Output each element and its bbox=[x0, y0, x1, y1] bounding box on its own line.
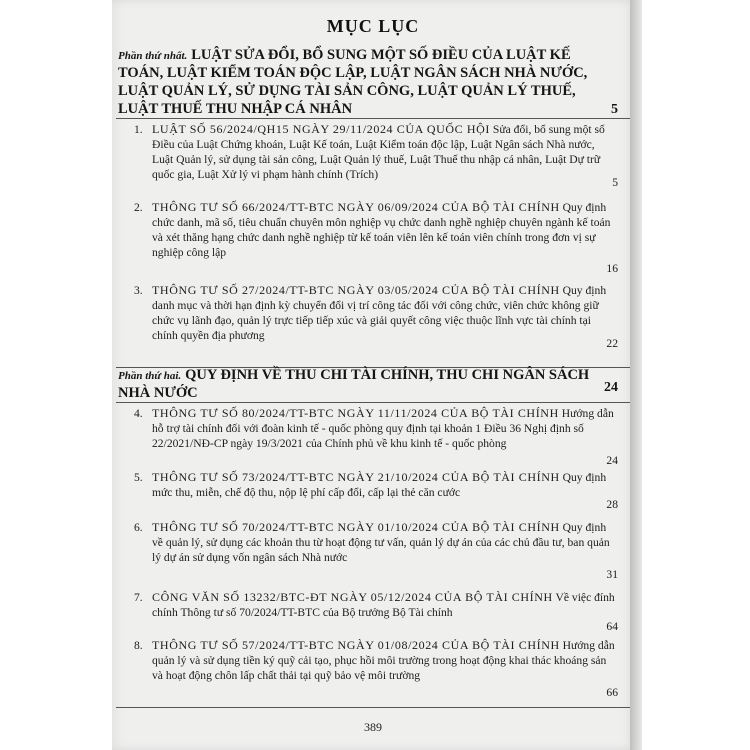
entry-heading: THÔNG TƯ SỐ 73/2024/TT-BTC NGÀY 21/10/2024 CỦA BỘ TÀI CHÍNH bbox=[152, 470, 560, 484]
toc-entry-2[interactable] bbox=[134, 200, 618, 276]
entry-number: 8. bbox=[134, 639, 143, 652]
toc-entry-7[interactable] bbox=[134, 590, 618, 634]
toc-entry-5[interactable] bbox=[134, 470, 618, 512]
book-page bbox=[112, 0, 634, 750]
entry-heading: THÔNG TƯ SỐ 66/2024/TT-BTC NGÀY 06/09/2024 CỦA BỘ TÀI CHÍNH bbox=[152, 200, 560, 214]
entry-heading: THÔNG TƯ SỐ 27/2024/TT-BTC NGÀY 03/05/2024 CỦA BỘ TÀI CHÍNH bbox=[152, 283, 560, 297]
entry-page: 16 bbox=[606, 262, 618, 275]
part-one-title: LUẬT SỬA ĐỔI, BỔ SUNG MỘT SỐ ĐIỀU CỦA LUẬT KẾ TOÁN, LUẬT KIỂM TOÁN ĐỘC LẬP, LUẬT NGÂN SÁCH NHÀ NƯỚC, LUẬT QUẢN LÝ, SỬ DỤNG TÀI SẢN CÔNG, LUẬT QUẢN LÝ THUẾ, LUẬT THUẾ THU NHẬP CÁ NHÂN bbox=[118, 47, 588, 117]
entry-body: Sửa đổi, bổ sung một số Điều của Luật Chứng khoán, Luật Kế toán, Luật Kiểm toán độc lập, Luật Ngân sách Nhà nước, Luật Quản lý, sử dụng tài sản công, Luật Quản lý thuế, Luật Thuế thu nhập cá nhân, Luật Dự trữ quốc gia, Luật Xử lý vi phạm hành chính (Trích) bbox=[152, 123, 605, 181]
toc-entry-8[interactable] bbox=[134, 638, 618, 700]
page-number: 389 bbox=[364, 720, 382, 734]
entry-page: 64 bbox=[606, 620, 618, 633]
entry-heading: THÔNG TƯ SỐ 80/2024/TT-BTC NGÀY 11/11/2024 CỦA BỘ TÀI CHÍNH bbox=[152, 406, 559, 420]
part-one-label: Phần thứ nhất. bbox=[118, 50, 188, 62]
entry-body: Hướng dẫn quản lý và sử dụng tiền ký quỹ cải tạo, phục hồi môi trường trong hoạt động khai thác khoáng sản và hoạt động chôn lấp chất thải tại quỹ bảo vệ môi trường bbox=[152, 639, 615, 682]
entry-number: 2. bbox=[134, 201, 143, 214]
entry-number: 1. bbox=[134, 123, 143, 136]
part-one-page: 5 bbox=[611, 102, 618, 117]
part-two-label: Phần thứ hai. bbox=[118, 370, 182, 382]
page-title: MỤC LỤC bbox=[326, 16, 420, 36]
entry-heading: CÔNG VĂN SỐ 13232/BTC-ĐT NGÀY 05/12/2024 CỦA BỘ TÀI CHÍNH bbox=[152, 590, 553, 604]
part-one-heading bbox=[118, 46, 618, 118]
book-spine bbox=[630, 0, 642, 750]
toc-entry-3[interactable] bbox=[134, 283, 618, 351]
entry-number: 4. bbox=[134, 407, 143, 420]
toc-entry-6[interactable] bbox=[134, 520, 618, 582]
entry-number: 3. bbox=[134, 284, 143, 297]
entry-number: 7. bbox=[134, 591, 143, 604]
entry-heading: LUẬT SỐ 56/2024/QH15 NGÀY 29/11/2024 CỦA QUỐC HỘI bbox=[152, 122, 490, 136]
part-two-page: 24 bbox=[604, 380, 618, 395]
toc-entry-1[interactable] bbox=[134, 122, 618, 190]
entry-page: 22 bbox=[606, 337, 618, 350]
part-two-title: QUY ĐỊNH VỀ THU CHI TÀI CHÍNH, THU CHI NGÂN SÁCH NHÀ NƯỚC bbox=[118, 367, 590, 401]
entry-body: Quy định chức danh, mã số, tiêu chuẩn chuyên môn nghiệp vụ chức danh nghề nghiệp chuyên ngành kế toán và xét thăng hạng chức danh nghề nghiệp từ kế toán viên lên kế toán viên chính trong đơn vị sự nghiệp công lập bbox=[152, 201, 611, 259]
entry-body: Về việc đính chính Thông tư số 70/2024/TT-BTC của Bộ trưởng Bộ Tài chính bbox=[152, 591, 615, 619]
entry-body: Quy định mức thu, miễn, chế độ thu, nộp lệ phí cấp đổi, cấp lại thẻ căn cước bbox=[152, 471, 607, 499]
entry-page: 5 bbox=[612, 176, 618, 189]
entry-number: 6. bbox=[134, 521, 143, 534]
entry-page: 31 bbox=[606, 568, 618, 581]
toc-entry-4[interactable] bbox=[134, 406, 618, 468]
entry-page: 66 bbox=[606, 686, 618, 699]
part-two-heading bbox=[118, 366, 618, 402]
entry-heading: THÔNG TƯ SỐ 70/2024/TT-BTC NGÀY 01/10/2024 CỦA BỘ TÀI CHÍNH bbox=[152, 520, 560, 534]
entry-body: Quy định về quản lý, sử dụng các khoản thu từ hoạt động tư vấn, quản lý dự án của các chủ đầu tư, ban quản lý dự án sử dụng vốn ngân sách Nhà nước bbox=[152, 521, 610, 564]
entry-body: Quy định danh mục và thời hạn định kỳ chuyển đổi vị trí công tác đối với công chức, viên chức không giữ chức vụ lãnh đạo, quản lý trực tiếp tiếp xúc và giải quyết công việc thuộc lĩnh vực tài chính tại chính quyền địa phương bbox=[152, 284, 607, 342]
entry-page: 24 bbox=[606, 454, 618, 467]
entry-number: 5. bbox=[134, 471, 143, 484]
entry-heading: THÔNG TƯ SỐ 57/2024/TT-BTC NGÀY 01/08/2024 CỦA BỘ TÀI CHÍNH bbox=[152, 638, 560, 652]
entry-page: 28 bbox=[606, 498, 618, 511]
entry-body: Hướng dẫn hỗ trợ tài chính đối với đoàn kinh tế - quốc phòng quy định tại khoản 1 Điều 36 Nghị định số 22/2021/NĐ-CP ngày 19/3/2021 của Chính phủ về khu kinh tế - quốc phòng bbox=[152, 407, 614, 450]
